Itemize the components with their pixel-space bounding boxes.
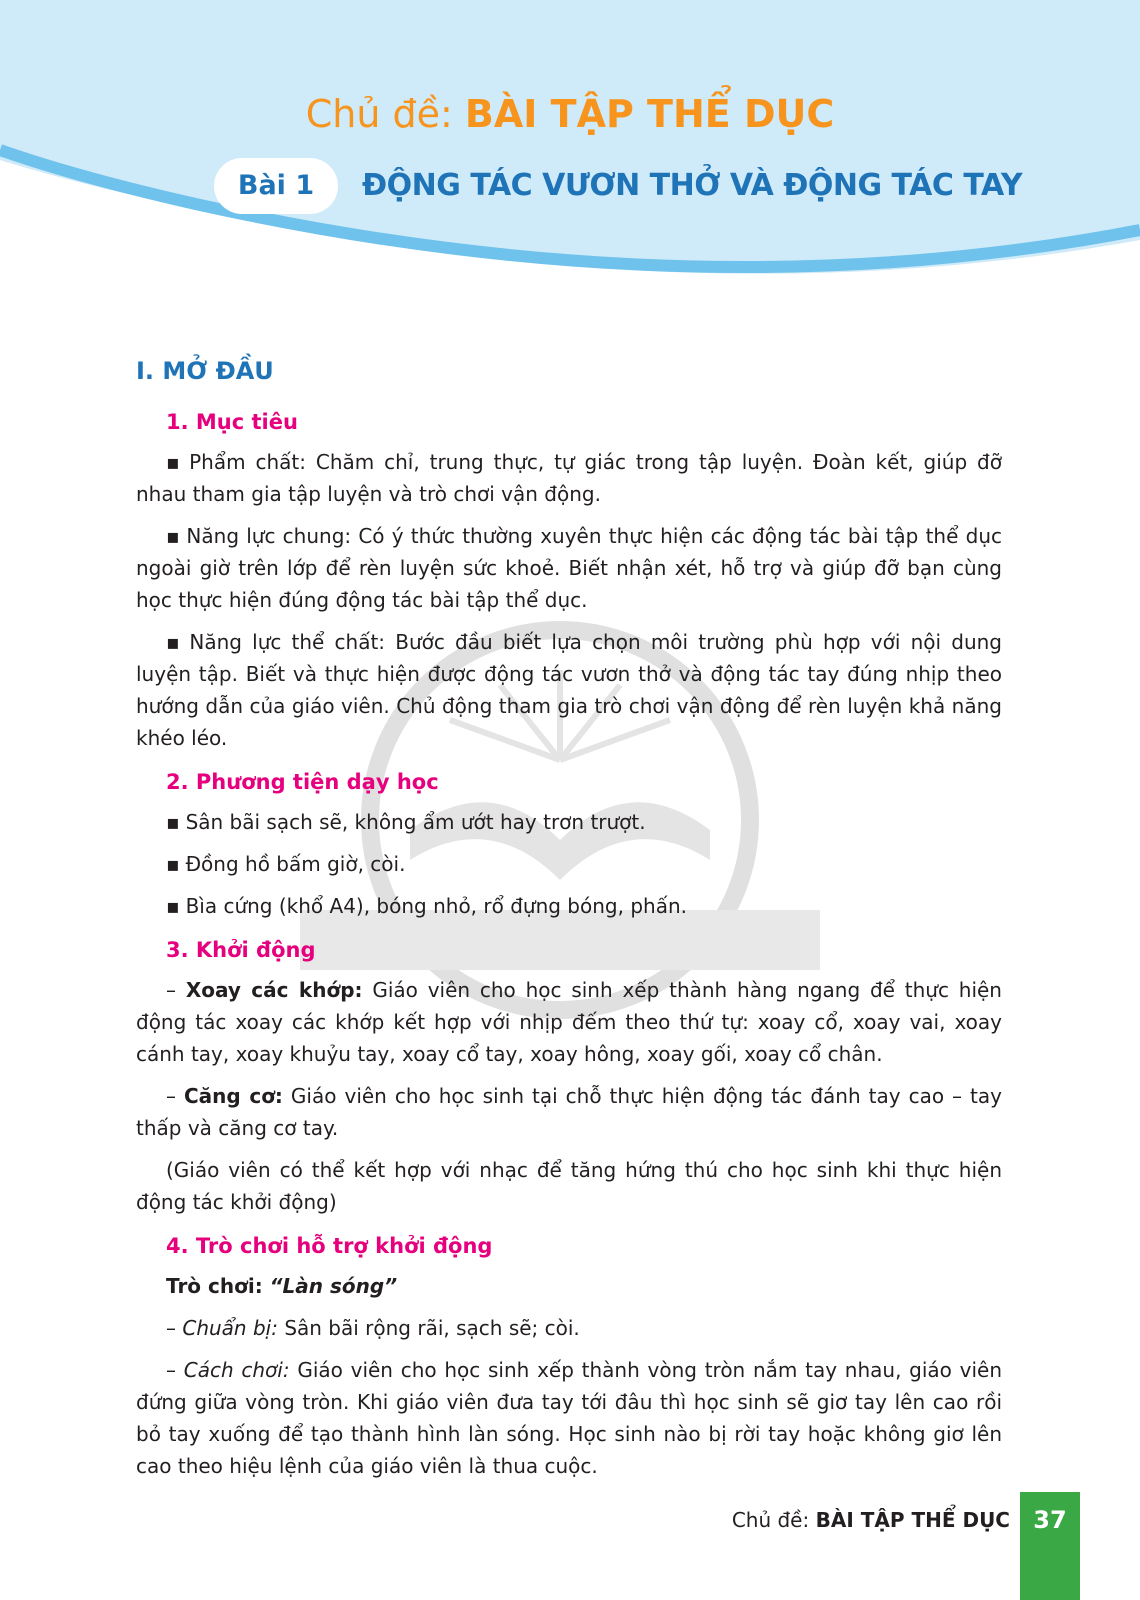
footer-topic-label: Chủ đề: BÀI TẬP THỂ DỤC — [731, 1508, 1010, 1532]
warmup-note: (Giáo viên có thể kết hợp với nhạc để tăng hứng thú cho học sinh khi thực hiện động tác khởi động) — [136, 1158, 1002, 1214]
warmup-stretch: – Căng cơ: Giáo viên cho học sinh tại chỗ thực hiện động tác đánh tay cao – tay thấp và căng cơ tay. — [136, 1084, 1002, 1140]
objective-item: ▪ Phẩm chất: Chăm chỉ, trung thực, tự giác trong tập luyện. Đoàn kết, giúp đỡ nhau tham gia tập luyện và trò chơi vận động. — [136, 446, 1002, 510]
warmup-joint-rotation: – Xoay các khớp: Giáo viên cho học sinh xếp thành hàng ngang để thực hiện động tác xoay các khớp kết hợp với nhịp đếm theo thứ tự: xoay cổ, xoay vai, xoay cánh tay, xoay khuỷu tay, xoay cổ tay, xoay hông, xoay gối, xoay cổ chân. — [136, 978, 1002, 1066]
game-preparation: – Chuẩn bị: Sân bãi rộng rãi, sạch sẽ; còi. — [166, 1316, 580, 1340]
page-number: 37 — [1033, 1506, 1067, 1534]
lesson-title: ĐỘNG TÁC VƯƠN THỞ VÀ ĐỘNG TÁC TAY — [362, 168, 1023, 203]
equipment-item: ▪ Bìa cứng (khổ A4), bóng nhỏ, rổ đựng bóng, phấn. — [166, 890, 1002, 922]
subheading-phuong-tien: 2. Phương tiện dạy học — [166, 770, 439, 794]
topic-title: Chủ đề: BÀI TẬP THỂ DỤC — [305, 92, 835, 136]
page-content — [136, 350, 1002, 1492]
section-heading: I. MỞ ĐẦU — [136, 357, 274, 385]
subheading-muc-tieu: 1. Mục tiêu — [166, 410, 298, 434]
objective-item: ▪ Năng lực chung: Có ý thức thường xuyên thực hiện các động tác bài tập thể dục ngoài giờ trên lớp để rèn luyện sức khoẻ. Biết nhận xét, hỗ trợ và giúp đỡ bạn cùng học thực hiện đúng động tác bài tập thể dục. — [136, 520, 1002, 616]
subheading-tro-choi: 4. Trò chơi hỗ trợ khởi động — [166, 1234, 493, 1258]
header-background — [0, 0, 1140, 290]
game-title: Trò chơi: “Làn sóng” — [166, 1274, 398, 1298]
lesson-badge: Bài 1 — [214, 158, 338, 214]
objective-item: ▪ Năng lực thể chất: Bước đầu biết lựa chọn môi trường phù hợp với nội dung luyện tập. Biết và thực hiện được động tác vươn thở và động tác tay đúng nhịp theo hướng dẫn của giáo viên. Chủ động tham gia trò chơi vận động để rèn luyện khả năng khéo léo. — [136, 626, 1002, 754]
equipment-item: ▪ Đồng hồ bấm giờ, còi. — [166, 848, 1002, 880]
equipment-item: ▪ Sân bãi sạch sẽ, không ẩm ướt hay trơn trượt. — [166, 806, 1002, 838]
game-rules: – Cách chơi: Giáo viên cho học sinh xếp thành vòng tròn nắm tay nhau, giáo viên đứng giữa vòng tròn. Khi giáo viên đưa tay tới đâu thì học sinh sẽ giơ tay lên cao rồi bỏ tay xuống để tạo thành hình làn sóng. Học sinh nào bị rời tay hoặc không giơ lên cao theo hiệu lệnh của giáo viên là thua cuộc. — [136, 1358, 1003, 1478]
subheading-khoi-dong: 3. Khởi động — [166, 938, 316, 962]
